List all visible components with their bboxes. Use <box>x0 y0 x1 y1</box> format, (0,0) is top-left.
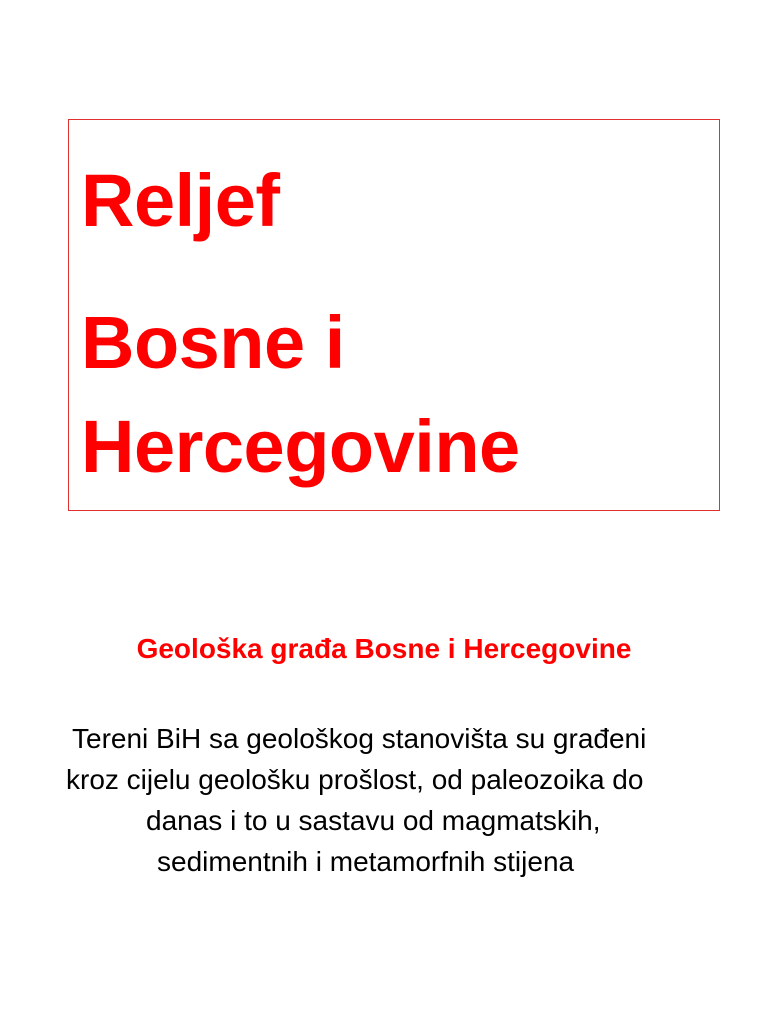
title-box <box>68 119 720 511</box>
title-line-2: Bosne i <box>81 301 345 384</box>
section-subtitle <box>0 631 768 667</box>
body-line-1: Tereni BiH sa geološkog stanovišta su građeni <box>72 723 647 754</box>
body-line-4: sedimentnih i metamorfnih stijena <box>157 846 575 877</box>
body-line-2: kroz cijelu geološku prošlost, od paleozoika do <box>66 764 644 795</box>
subtitle-text: Geološka građa Bosne i Hercegovine <box>136 633 632 664</box>
title-line-3: Hercegovine <box>81 405 520 488</box>
title-line-1: Reljef <box>81 159 280 242</box>
body-line-3: danas i to u sastavu od magmatskih, <box>146 805 601 836</box>
body-paragraph <box>60 718 726 882</box>
